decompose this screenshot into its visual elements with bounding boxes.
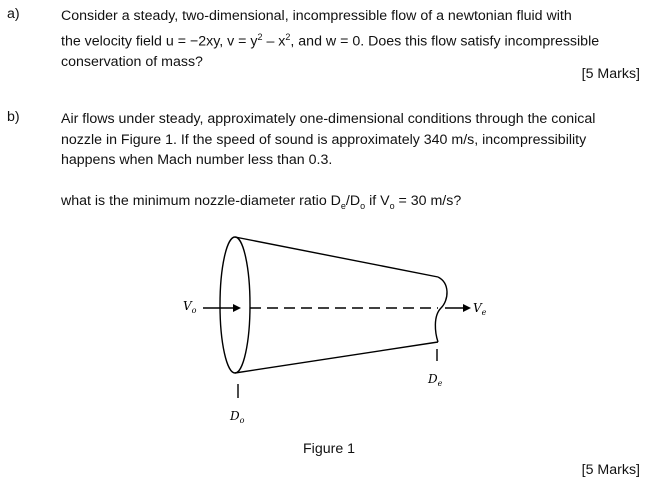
v-outlet-label: $V_e$ <box>473 301 487 317</box>
part-b-label: b) <box>7 109 20 125</box>
part-b-line-3: happens when Mach number less than 0.3. <box>61 152 333 168</box>
outlet-arrow-head <box>463 304 471 312</box>
nozzle-bottom-wall <box>235 342 438 373</box>
d-inlet-label: $D_o$ <box>230 409 245 425</box>
nozzle-top-wall <box>235 237 438 277</box>
conical-nozzle-figure <box>175 228 495 436</box>
part-b-line-2: nozzle in Figure 1. If the speed of sound is approximately 340 m/s, incompressibility <box>61 131 587 148</box>
part-b-question <box>61 109 661 171</box>
part-b-marks: [5 Marks] <box>581 462 640 478</box>
inlet-arrow-head <box>233 304 241 312</box>
part-a-line-3: conservation of mass? <box>61 53 203 70</box>
part-a-line-2: the velocity field u = −2xy, $v = y^2 - x^2$, and w = 0. Does this flow satisfy incompressible <box>61 31 600 50</box>
part-a-line-1: Consider a steady, two-dimensional, incompressible flow of a newtonian fluid with <box>61 8 572 24</box>
d-outlet-label: $D_e$ <box>428 372 443 388</box>
figure-caption: Figure 1 <box>303 441 356 457</box>
outlet-rim <box>435 277 447 342</box>
part-b-line-1: Air flows under steady, approximately one-dimensional conditions through the conical <box>61 111 596 127</box>
v-inlet-label: $V_o$ <box>183 299 197 315</box>
part-b-ratio-question: what is the minimum nozzle-diameter ratio $D_e/D_o$ if $V_o = 30$ m/s? <box>61 193 462 211</box>
part-a-marks: [5 Marks] <box>581 66 640 82</box>
part-a-label: a) <box>7 6 20 22</box>
part-a-question <box>61 6 661 72</box>
